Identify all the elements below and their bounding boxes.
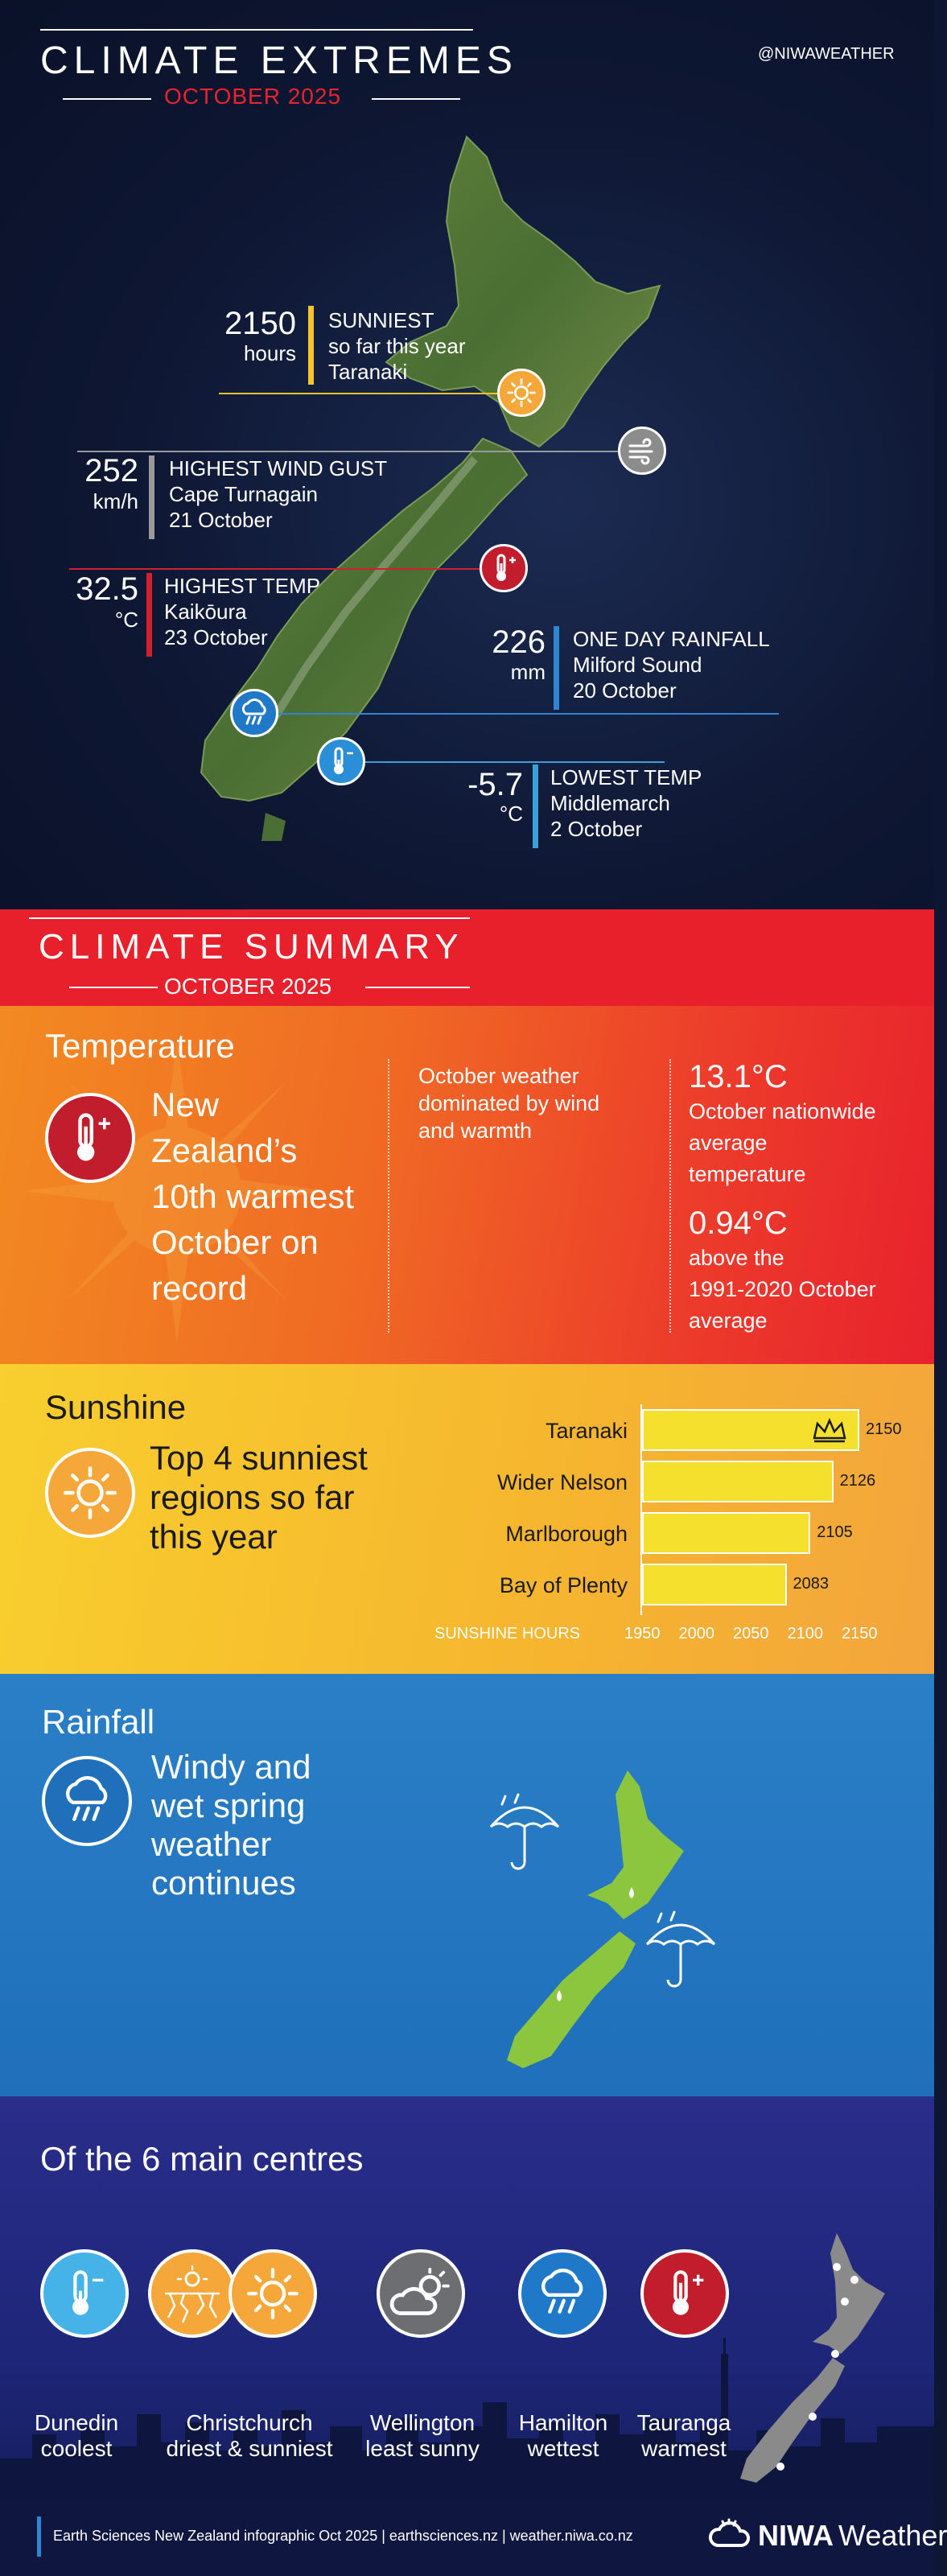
wind-line1: HIGHEST WIND GUST bbox=[169, 456, 388, 480]
climate-extremes-section bbox=[0, 0, 934, 909]
sunshine-section bbox=[0, 1364, 934, 1674]
stat-line: 1991-2020 October bbox=[689, 1277, 876, 1301]
footer-accent bbox=[37, 2516, 41, 2557]
hightemp-unit: °C bbox=[114, 608, 138, 632]
thermometer-hot-icon bbox=[640, 2249, 729, 2338]
thermometer-cold-icon bbox=[317, 737, 365, 785]
avg-temp-value: 13.1°C bbox=[689, 1059, 788, 1094]
header-rule-right bbox=[372, 98, 460, 100]
headline-line: record bbox=[151, 1269, 248, 1307]
wind-line3: 21 October bbox=[169, 508, 273, 532]
sunshine-bar bbox=[642, 1512, 810, 1554]
centre-label-dunedin bbox=[16, 2410, 137, 2462]
anomaly-desc bbox=[689, 1243, 922, 1337]
city-desc: warmest bbox=[641, 2436, 727, 2461]
headline-line: wet spring bbox=[151, 1787, 306, 1824]
headline-line: 10th warmest bbox=[151, 1177, 355, 1215]
rainfall-bar bbox=[554, 626, 559, 710]
lowtemp-unit: °C bbox=[499, 802, 523, 826]
x-tick-label: 2050 bbox=[733, 1625, 769, 1642]
bar-category-label: Marlborough bbox=[505, 1522, 628, 1546]
sunshine-bar-chart bbox=[434, 1404, 917, 1662]
umbrella-icon bbox=[642, 1912, 719, 1993]
headline-line: New bbox=[151, 1086, 220, 1123]
summary-rule-left bbox=[69, 987, 158, 988]
social-handle[interactable]: @NIWAWEATHER bbox=[758, 45, 895, 63]
sun-icon bbox=[229, 2249, 317, 2338]
wind-bar bbox=[149, 455, 154, 539]
centre-label-hamilton bbox=[499, 2410, 628, 2462]
note-line: October weather bbox=[418, 1064, 579, 1088]
lowtemp-bar bbox=[533, 765, 538, 848]
sunniest-label bbox=[328, 307, 466, 385]
chart-x-axis-label: SUNSHINE HOURS bbox=[434, 1625, 581, 1642]
centre-label-christchurch bbox=[153, 2410, 346, 2462]
lowtemp-line1: LOWEST TEMP bbox=[550, 765, 702, 789]
centre-label-tauranga bbox=[620, 2410, 748, 2462]
lowtemp-line3: 2 October bbox=[550, 817, 643, 841]
niwa-weather-logo[interactable] bbox=[706, 2518, 947, 2553]
hightemp-value: 32.5 bbox=[76, 571, 138, 607]
headline-line: Zealand’s bbox=[151, 1131, 298, 1169]
wind-label bbox=[169, 455, 387, 533]
partly-cloudy-icon bbox=[377, 2249, 465, 2338]
hightemp-label bbox=[164, 573, 320, 650]
logo-text-niwa: NIWA bbox=[758, 2519, 834, 2552]
divider bbox=[388, 1059, 389, 1333]
wind-value: 252 bbox=[84, 453, 138, 488]
footer-credits[interactable]: Earth Sciences New Zealand infographic Oct 2025 | earthsciences.nz | weather.niwa.co.nz bbox=[53, 2528, 633, 2544]
hightemp-line2: Kaikōura bbox=[164, 600, 247, 624]
city-name: Hamilton bbox=[518, 2410, 608, 2435]
x-tick-label: 1950 bbox=[624, 1625, 661, 1642]
temperature-headline bbox=[151, 1082, 393, 1311]
rainfall-section bbox=[0, 1674, 934, 2096]
bar-value-label: 2105 bbox=[817, 1523, 853, 1541]
sun-icon bbox=[45, 1448, 135, 1538]
umbrella-icon bbox=[486, 1795, 563, 1875]
sunniest-unit: hours bbox=[243, 341, 296, 365]
rainfall-value: 226 bbox=[492, 624, 546, 660]
rainfall-title: Rainfall bbox=[42, 1703, 155, 1741]
wind-icon bbox=[618, 427, 666, 475]
bar-value-label: 2126 bbox=[839, 1472, 876, 1490]
city-name: Dunedin bbox=[34, 2410, 119, 2435]
divider bbox=[669, 1059, 671, 1333]
stat-line: above the bbox=[689, 1246, 784, 1270]
note-line: and warmth bbox=[418, 1119, 533, 1143]
bar-category-label: Taranaki bbox=[545, 1419, 628, 1443]
city-name: Christchurch bbox=[186, 2410, 313, 2435]
city-desc: coolest bbox=[40, 2436, 113, 2461]
x-tick-label: 2100 bbox=[787, 1625, 823, 1642]
rainfall-label bbox=[573, 626, 770, 703]
drought-cracked-earth-icon bbox=[148, 2249, 237, 2338]
lowtemp-value: -5.7 bbox=[467, 767, 523, 802]
city-desc: driest & sunniest bbox=[166, 2436, 333, 2461]
rainfall-line3: 20 October bbox=[573, 678, 677, 703]
headline-line: regions so far bbox=[150, 1478, 355, 1516]
city-name: Wellington bbox=[369, 2410, 476, 2435]
rainfall-leader-line bbox=[274, 713, 779, 715]
sunshine-bar bbox=[642, 1564, 787, 1605]
sunshine-title: Sunshine bbox=[45, 1388, 187, 1426]
temperature-section bbox=[0, 1006, 934, 1364]
rain-cloud-icon bbox=[42, 1756, 132, 1846]
stat-line: average bbox=[689, 1131, 768, 1155]
centres-title: Of the 6 main centres bbox=[40, 2140, 364, 2178]
stat-line: average bbox=[689, 1309, 768, 1333]
sunniest-line1: SUNNIEST bbox=[328, 308, 434, 332]
rainfall-line2: Milford Sound bbox=[573, 653, 702, 677]
extremes-title: CLIMATE EXTREMES bbox=[40, 39, 518, 82]
crown-icon bbox=[811, 1419, 848, 1443]
city-desc: wettest bbox=[527, 2436, 599, 2461]
bar-category-label: Wider Nelson bbox=[496, 1470, 628, 1494]
hightemp-line3: 23 October bbox=[164, 625, 268, 649]
summary-title: CLIMATE SUMMARY bbox=[39, 927, 464, 967]
header-rule-left bbox=[63, 98, 151, 100]
wind-line2: Cape Turnagain bbox=[169, 482, 319, 506]
city-desc: least sunny bbox=[365, 2436, 480, 2461]
wind-unit: km/h bbox=[93, 489, 138, 513]
wind-leader-line bbox=[77, 451, 621, 452]
x-tick-label: 2150 bbox=[842, 1625, 878, 1642]
sunniest-bar bbox=[308, 306, 314, 385]
rainfall-unit: mm bbox=[510, 660, 546, 684]
city-name: Tauranga bbox=[636, 2410, 731, 2435]
rainfall-headline bbox=[151, 1748, 409, 1902]
extremes-subtitle: OCTOBER 2025 bbox=[164, 84, 342, 109]
bar-category-label: Bay of Plenty bbox=[499, 1573, 628, 1597]
stat-line: temperature bbox=[689, 1162, 806, 1186]
temperature-title: Temperature bbox=[45, 1027, 235, 1065]
thermometer-hot-icon bbox=[480, 544, 528, 592]
headline-line: this year bbox=[150, 1518, 278, 1556]
headline-line: Windy and bbox=[151, 1748, 311, 1786]
nz-centres-map bbox=[724, 2225, 901, 2531]
hightemp-line1: HIGHEST TEMP bbox=[164, 574, 321, 598]
summary-subtitle: OCTOBER 2025 bbox=[164, 974, 332, 999]
summary-rule-right bbox=[365, 987, 470, 988]
thermometer-cold-icon bbox=[40, 2249, 129, 2338]
stat-line: October nationwide bbox=[689, 1099, 876, 1123]
lowtemp-leader-line bbox=[364, 761, 665, 763]
headline-line: continues bbox=[151, 1864, 296, 1902]
thermometer-hot-icon bbox=[45, 1093, 135, 1183]
sun-icon bbox=[497, 369, 546, 417]
sunniest-value: 2150 bbox=[224, 306, 296, 341]
headline-line: weather bbox=[151, 1825, 272, 1863]
avg-temp-desc bbox=[689, 1096, 922, 1190]
lowtemp-line2: Middlemarch bbox=[550, 791, 670, 815]
sunniest-leader-line bbox=[219, 393, 499, 394]
x-tick-label: 2000 bbox=[678, 1625, 714, 1642]
anomaly-value: 0.94°C bbox=[689, 1206, 788, 1241]
climate-summary-header bbox=[0, 909, 934, 1006]
summary-rule-top bbox=[29, 917, 470, 919]
note-line: dominated by wind bbox=[418, 1091, 600, 1115]
sunshine-headline bbox=[150, 1438, 423, 1556]
rainfall-line1: ONE DAY RAINFALL bbox=[573, 627, 770, 651]
centre-label-wellington bbox=[354, 2410, 491, 2462]
bar-value-label: 2150 bbox=[866, 1420, 902, 1438]
temperature-note bbox=[418, 1062, 660, 1144]
headline-line: Top 4 sunniest bbox=[150, 1439, 368, 1477]
rain-cloud-icon bbox=[518, 2249, 607, 2338]
main-centres-section bbox=[0, 2096, 947, 2576]
bar-value-label: 2083 bbox=[793, 1575, 830, 1593]
sunniest-line2: so far this year bbox=[328, 334, 466, 358]
rain-cloud-icon bbox=[230, 689, 278, 737]
sunshine-bar bbox=[642, 1461, 834, 1502]
logo-text-weather: Weather bbox=[838, 2519, 947, 2552]
niwa-cloud-icon bbox=[706, 2518, 753, 2553]
header-rule-top bbox=[40, 29, 473, 31]
sunniest-line3: Taranaki bbox=[328, 360, 408, 384]
lowtemp-label bbox=[550, 765, 702, 842]
hightemp-bar bbox=[146, 573, 152, 657]
headline-line: October on bbox=[151, 1223, 319, 1261]
sunshine-bar bbox=[642, 1409, 859, 1451]
hightemp-leader-line bbox=[69, 568, 486, 570]
